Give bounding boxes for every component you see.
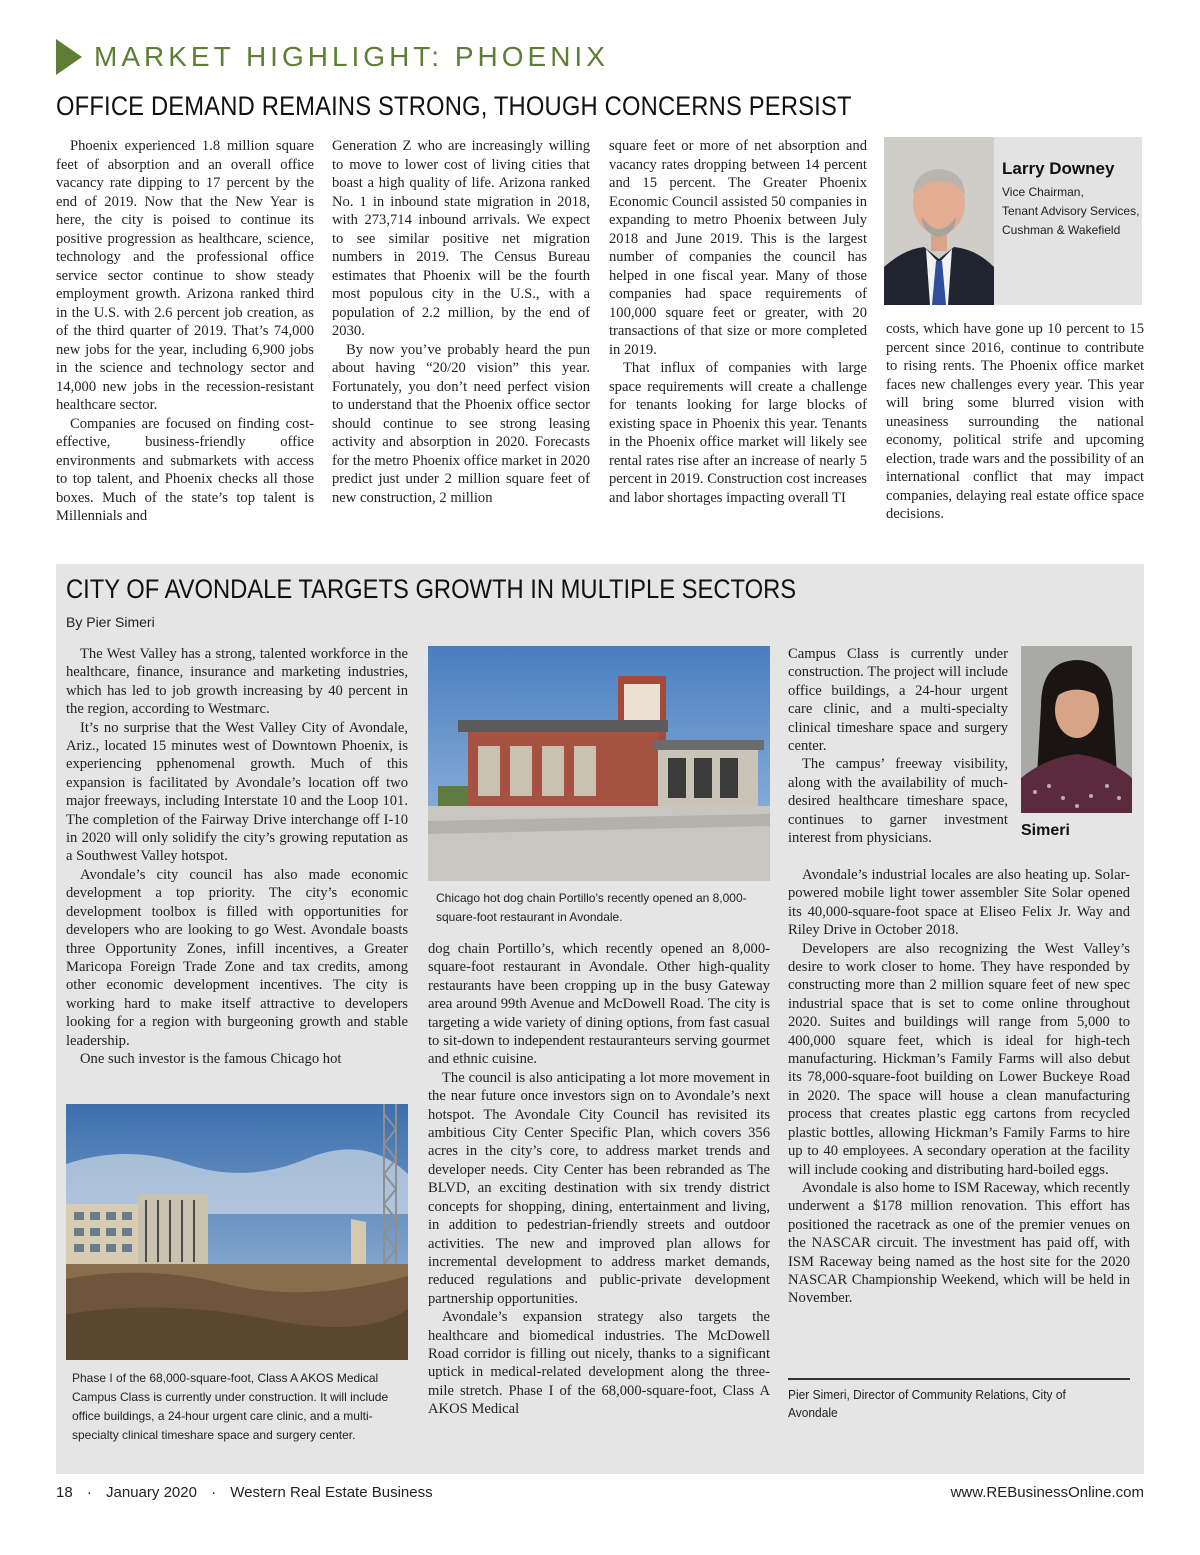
author-headshot-photo [884,137,994,305]
paragraph: Avondale’s industrial locales are also heating up. Solar-powered mobile light tower assembler Site Solar opened its 40,000-square-foot space at Eliseo Felix Jr. Way and Riley Drive in October 2018. [788,867,1130,939]
author-profile-card [884,137,1142,305]
photo-caption: Phase I of the 68,000-square-foot, Class A AKOS Medical Campus Class is currently under construction. It will include office buildings, a 24-hour urgent care clinic, and a multi-specialty clinical timeshare space and surgery center. [72,1371,389,1442]
section-label-text: MARKET HIGHLIGHT: PHOENIX [94,41,609,72]
paragraph: Phoenix experienced 1.8 million square feet of absorption and an overall office vacancy rate dipping to 17 percent by the end of 2019. Now that the New Year is here, the city is poised to continue its positive progression as healthcare, science, technology and the professional office service sector continue to show steady employment growth. Arizona ranked third in the U.S. with 2.6 percent job creation, as of the third quarter of 2019. That’s 74,000 new jobs for the year, including 6,900 jobs in the science and technology sector and 14,000 new jobs in the recession-resistant healthcare sector. [56,138,314,413]
footer-left [56,1484,433,1501]
author-title: Tenant Advisory Services, [1002,204,1140,218]
author-credit: Pier Simeri, Director of Community Relations, City of Avondale [788,1387,1066,1420]
author-profile-text [1002,159,1139,240]
paragraph: The West Valley has a strong, talented workforce in the healthcare, finance, insurance and marketing industries, which has led to job growth increasing by 40 percent in the region, according to Westmarc. [66,646,408,718]
paragraph: dog chain Portillo’s, which recently opened an 8,000-square-foot restaurant in Avondale. Other high-quality restaurants have been cropping up in the busy Gateway area around 99th Avenue and McDowell Road. The city is targeting a wide variety of dining options, from fast casual to sit-down to independent restauranteurs serving gourmet and ethnic cuisine. [428,941,770,1068]
paragraph: Campus Class is currently under construction. The project will include office buildings, a 24-hour urgent care clinic, and a multi-specialty clinical timeshare space and surgery center. [788,646,1008,755]
byline: By Pier Simeri [66,614,155,630]
triangle-arrow-icon [56,39,82,75]
paragraph: Avondale’s city council has also made economic development a top priority. The city’s economic development toolbox is filled with opportunities for developers who are looking to go West. Avondale boasts three Opportunity Zones, infill incentives, a Greater Maricopa Foreign Trade Zone and tax credits, among other economic development incentives. The city is working hard to make itself attractive to developers looking for a region with burgeoning growth and stable leadership. [66,866,408,1049]
paragraph: Avondale’s expansion strategy also targets the healthcare and biomedical industries. The McDowell Road corridor is filling out nicely, thanks to a significant uptick in medical-related development along the three-mile stretch. Phase I of the 68,000-square-foot, Class A AKOS Medical [428,1309,770,1418]
paragraph: Generation Z who are increasingly willing to move to lower cost of living cities that boast a high quality of life. Arizona ranked No. 1 in inbound state migration in 2018, with 273,714 inbound arrivals. We expect to see similar positive net migration numbers in 2019. The Census Bureau estimates that Phoenix will be the fourth most populous city in the U.S., with a population of 2.2 million, by the end of 2030. [332,138,590,339]
article1-column-3 [609,137,867,507]
article2-column-2 [428,940,770,1419]
paragraph: Companies are focused on finding cost-effective, business-friendly office environments and submarkets with access to top talent, and Phoenix checks all those boxes. Much of the state’s top talent is Millennials and [56,415,314,524]
publication-name: Western Real Estate Business [230,1484,433,1501]
paragraph: Developers are also recognizing the West Valley’s desire to work closer to home. They have responded by constructing more than 2 million square feet of new spec industrial space that is set to come online throughout 2020. Suites and buildings will range from 5,000 to 400,000 square feet, which is ideal for high-tech manufacturing. Hickman’s Family Farms will also debut its 78,000-square-foot building on Lower Buckeye Road in 2020. The space will house a clean manufacturing process that creates plastic egg cartons from recycled plastic bottles, allowing Hickman’s Family Farms to hire up to 40 employees. A secondary operation at the facility will include cooking and distributing hard-boiled eggs. [788,940,1130,1178]
article1-column-4 [886,320,1144,524]
paragraph: That influx of companies with large space requirements will create a challenge for tenants looking for large blocks of existing space in Phoenix this year. Tenants in the Phoenix office market will likely see rental rates rise after an increase of nearly 5 percent in 2019. Construction cost increases and labor shortages impacting overall TI [609,360,867,506]
paragraph: Avondale is also home to ISM Raceway, which recently underwent a $178 million renovation. This effort has positioned the racetrack as one of the premier venues on the NASCAR circuit. The investment has paid off, with ISM Raceway being named as the host site for the 2020 NASCAR Championship Weekend, which will be held in November. [788,1179,1130,1307]
paragraph: By now you’ve probably heard the pun about having “20/20 vision” this year. Fortunately, you don’t need perfect vision to understand that the Phoenix office sector should continue to see strong leasing activity and absorption in 2020. Forecasts for the metro Phoenix office market in 2020 predict just under 2 million square feet of new construction, 2 million [332,341,590,506]
photo-caption: Chicago hot dog chain Portillo’s recently opened an 8,000-square-foot restaurant in Avondale. [436,891,747,924]
article2-column-3-top [788,645,1008,847]
portrait-label: Simeri [1021,822,1070,839]
article1-column-1 [56,137,314,526]
paragraph: costs, which have gone up 10 percent to 15 percent since 2016, continue to contribute to rising rents. The Phoenix office market faces new challenges every year. This year will bring some blurred vision with uneasiness surrounding the national economy, political strife and upcoming election, trade wars and the possibility of an international conflict that may impact companies, delaying real estate office space decisions. [886,321,1144,522]
author-portrait-photo [1021,646,1132,813]
article1-column-2 [332,137,590,507]
author-company: Cushman & Wakefield [1002,223,1121,237]
author-name: Larry Downey [1002,159,1115,178]
website-link[interactable]: www.REBusinessOnline.com [950,1484,1144,1501]
sidebar-article-headline: CITY OF AVONDALE TARGETS GROWTH IN MULTIPLE SECTORS [66,574,797,604]
article2-column-3 [788,866,1130,1308]
author-title: Vice Chairman, [1002,185,1084,199]
paragraph: The campus’ freeway visibility, along with the availability of much-desired healthcare timeshare space, continues to garner investment interest from physicians. [788,756,1008,847]
paragraph: square feet or more of net absorption and vacancy rates dropping between 14 percent and 15 percent. The Greater Phoenix Economic Council assisted 50 companies in expanding to metro Phoenix between July 2018 and June 2019. This is the largest number of companies the council has helped in one fiscal year. Many of those companies had space requirements of 100,000 square feet or greater, with 20 transactions of that size or more completed in 2019. [609,138,867,358]
paragraph: It’s no surprise that the West Valley City of Avondale, Ariz., located 15 minutes west of Downtown Phoenix, is experiencing pphenomenal growth. Much of this expansion is facilitated by Avondale’s location off two major freeways, including Interstate 10 and the Loop 101. The completion of the Fairway Drive interchange off I-10 in 2020 will only solidify the city’s growing reputation as a Southwest Valley hotspot. [66,719,408,865]
article-headline: OFFICE DEMAND REMAINS STRONG, THOUGH CONCERNS PERSIST [56,91,852,121]
construction-site-photo [66,1104,408,1360]
footer-separator: · [86,1484,92,1501]
issue-date: January 2020 [106,1484,197,1501]
paragraph: The council is also anticipating a lot more movement in the near future once investors sign on to Avondale’s next hotspot. The Avondale City Council has revisited its ambitious City Center Specific Plan, which covers 356 acres in the city’s core, to address market trends and developer needs. City Center has been rebranded as The BLVD, an exciting destination with six trendy district concepts for shopping, dining, entertainment and living, in addition to pedestrian-friendly streets and outdoor activities. The new and improved plan allows for incremental development to address market demands, reduced regulations and public-private development partnership opportunities. [428,1069,770,1307]
article2-column-1 [66,645,408,1068]
restaurant-photo [428,646,770,881]
page-number: 18 [56,1484,73,1501]
paragraph: One such investor is the famous Chicago hot [80,1050,342,1067]
section-label [56,38,609,76]
divider [788,1378,1130,1380]
footer-separator: · [211,1484,217,1501]
